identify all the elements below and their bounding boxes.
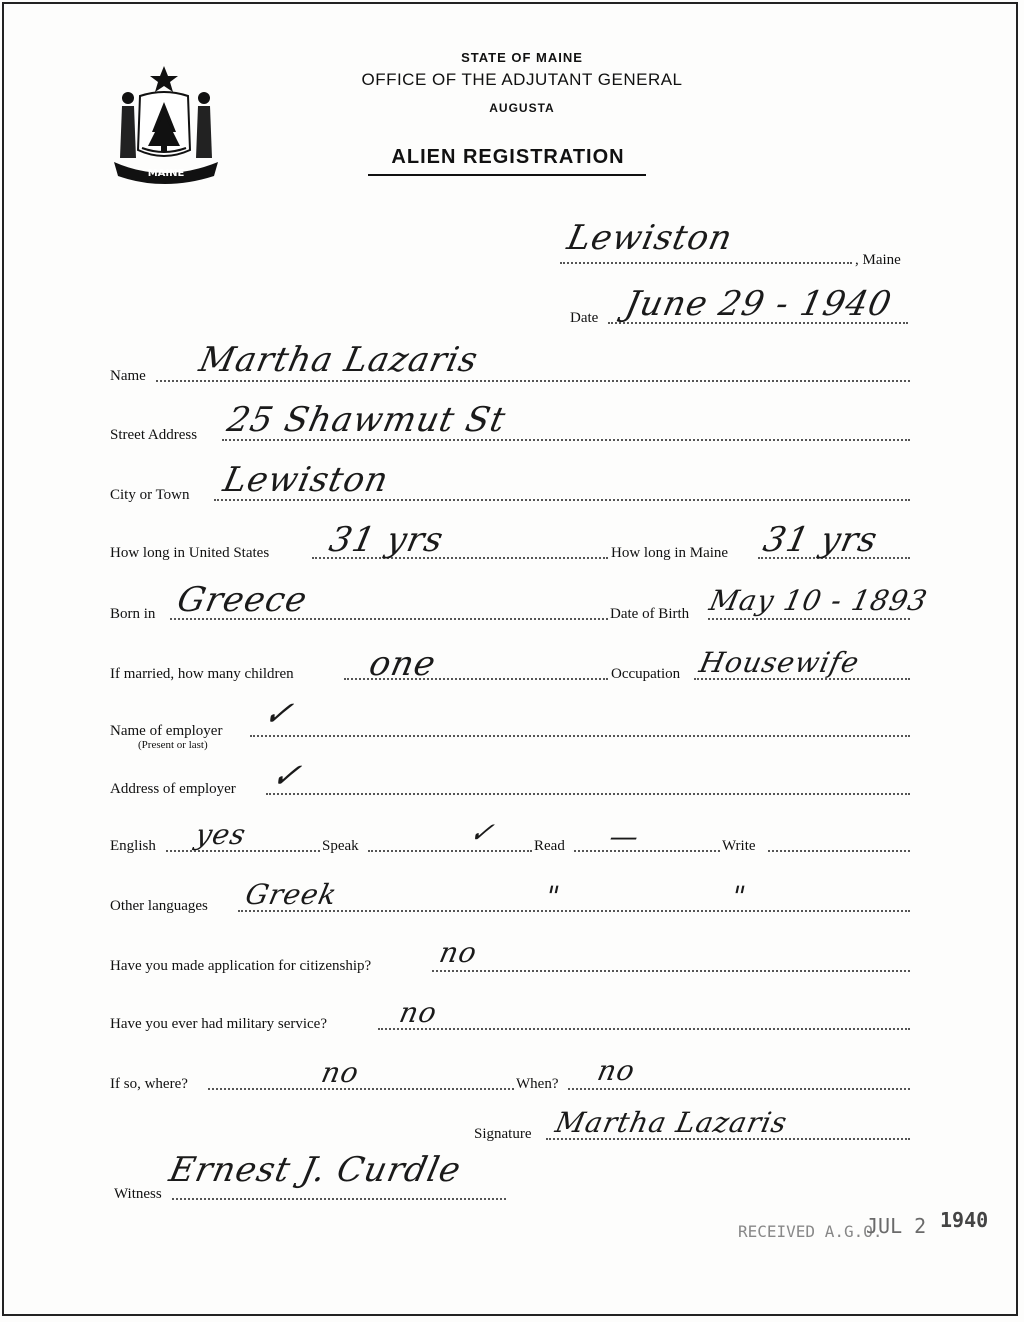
read-label: Read xyxy=(534,838,565,854)
name-label: Name xyxy=(110,368,146,384)
witness-line xyxy=(172,1198,506,1200)
when-label: When? xyxy=(516,1076,559,1092)
occupation-label: Occupation xyxy=(611,666,681,682)
born-in-entry: Greece xyxy=(173,580,312,620)
other-languages-ditto-2: " xyxy=(728,880,750,913)
employer-address-line xyxy=(266,793,910,795)
received-stamp-date: JUL 2 xyxy=(866,1214,927,1238)
office-heading: OFFICE OF THE ADJUTANT GENERAL xyxy=(361,70,683,89)
maine-label: , Maine xyxy=(855,252,901,268)
english-entry: yes xyxy=(192,818,250,851)
read-entry: — xyxy=(606,820,643,853)
citizenship-line xyxy=(432,970,910,972)
read-line xyxy=(574,850,720,852)
speak-line xyxy=(368,850,532,852)
when-line xyxy=(568,1088,910,1090)
speak-label: Speak xyxy=(322,838,359,854)
children-entry: one xyxy=(365,644,440,684)
received-stamp-text: RECEIVED A.G.O. xyxy=(738,1222,883,1241)
date-entry: June 29 - 1940 xyxy=(621,284,896,324)
employer-name-entry: ✓ xyxy=(259,694,298,734)
form-title: ALIEN REGISTRATION xyxy=(391,146,625,168)
citizenship-label: Have you made application for citizenship? xyxy=(110,958,372,974)
military-entry: no xyxy=(396,996,441,1029)
seal-motto-text: MAINE xyxy=(147,168,185,179)
date-of-birth-line xyxy=(708,618,910,620)
how-long-maine-entry: 31 yrs xyxy=(759,520,882,560)
witness-label: Witness xyxy=(114,1186,162,1202)
military-label: Have you ever had military service? xyxy=(110,1016,327,1032)
where-line xyxy=(208,1088,514,1090)
street-entry: 25 Shawmut St xyxy=(223,400,510,440)
signature-entry: Martha Lazaris xyxy=(552,1106,791,1139)
other-languages-entry: Greek xyxy=(242,878,341,911)
received-stamp-year: 1940 xyxy=(940,1208,989,1232)
signature-label: Signature xyxy=(474,1126,532,1142)
city-heading: AUGUSTA xyxy=(489,101,555,115)
employer-name-line xyxy=(250,735,910,737)
english-label: English xyxy=(110,838,156,854)
other-languages-label: Other languages xyxy=(110,898,208,914)
when-entry: no xyxy=(594,1054,639,1087)
street-label: Street Address xyxy=(110,427,198,443)
if-so-where-label: If so, where? xyxy=(110,1076,188,1092)
employer-name-sublabel: (Present or last) xyxy=(138,739,208,751)
page-border xyxy=(2,2,1018,1316)
how-long-us-label: How long in United States xyxy=(110,545,270,561)
other-languages-line xyxy=(238,910,910,912)
state-heading: STATE OF MAINE xyxy=(461,50,583,65)
how-long-maine-label: How long in Maine xyxy=(611,545,729,561)
town-entry: Lewiston xyxy=(563,218,737,258)
city-town-label: City or Town xyxy=(110,487,190,503)
city-town-entry: Lewiston xyxy=(219,460,393,500)
name-line xyxy=(156,380,910,382)
employer-name-label: Name of employer xyxy=(110,723,223,739)
occupation-entry: Housewife xyxy=(696,646,863,679)
date-label: Date xyxy=(570,310,599,326)
witness-entry: Ernest J. Curdle xyxy=(165,1150,465,1190)
town-line xyxy=(560,262,852,264)
title-underline xyxy=(368,174,646,176)
name-entry: Martha Lazaris xyxy=(195,340,482,380)
other-languages-ditto-1: " xyxy=(542,880,564,913)
employer-address-label: Address of employer xyxy=(110,781,236,797)
how-long-us-entry: 31 yrs xyxy=(325,520,448,560)
speak-entry: ✓ xyxy=(466,816,498,849)
employer-address-entry: ✓ xyxy=(267,756,306,796)
date-of-birth-entry: May 10 - 1893 xyxy=(706,584,931,617)
citizenship-entry: no xyxy=(436,936,481,969)
children-label: If married, how many children xyxy=(110,666,294,682)
where-entry: no xyxy=(318,1056,363,1089)
write-label: Write xyxy=(722,838,756,854)
date-of-birth-label: Date of Birth xyxy=(610,606,690,622)
write-line xyxy=(768,850,910,852)
military-line xyxy=(378,1028,910,1030)
born-in-label: Born in xyxy=(110,606,156,622)
english-line xyxy=(166,850,320,852)
